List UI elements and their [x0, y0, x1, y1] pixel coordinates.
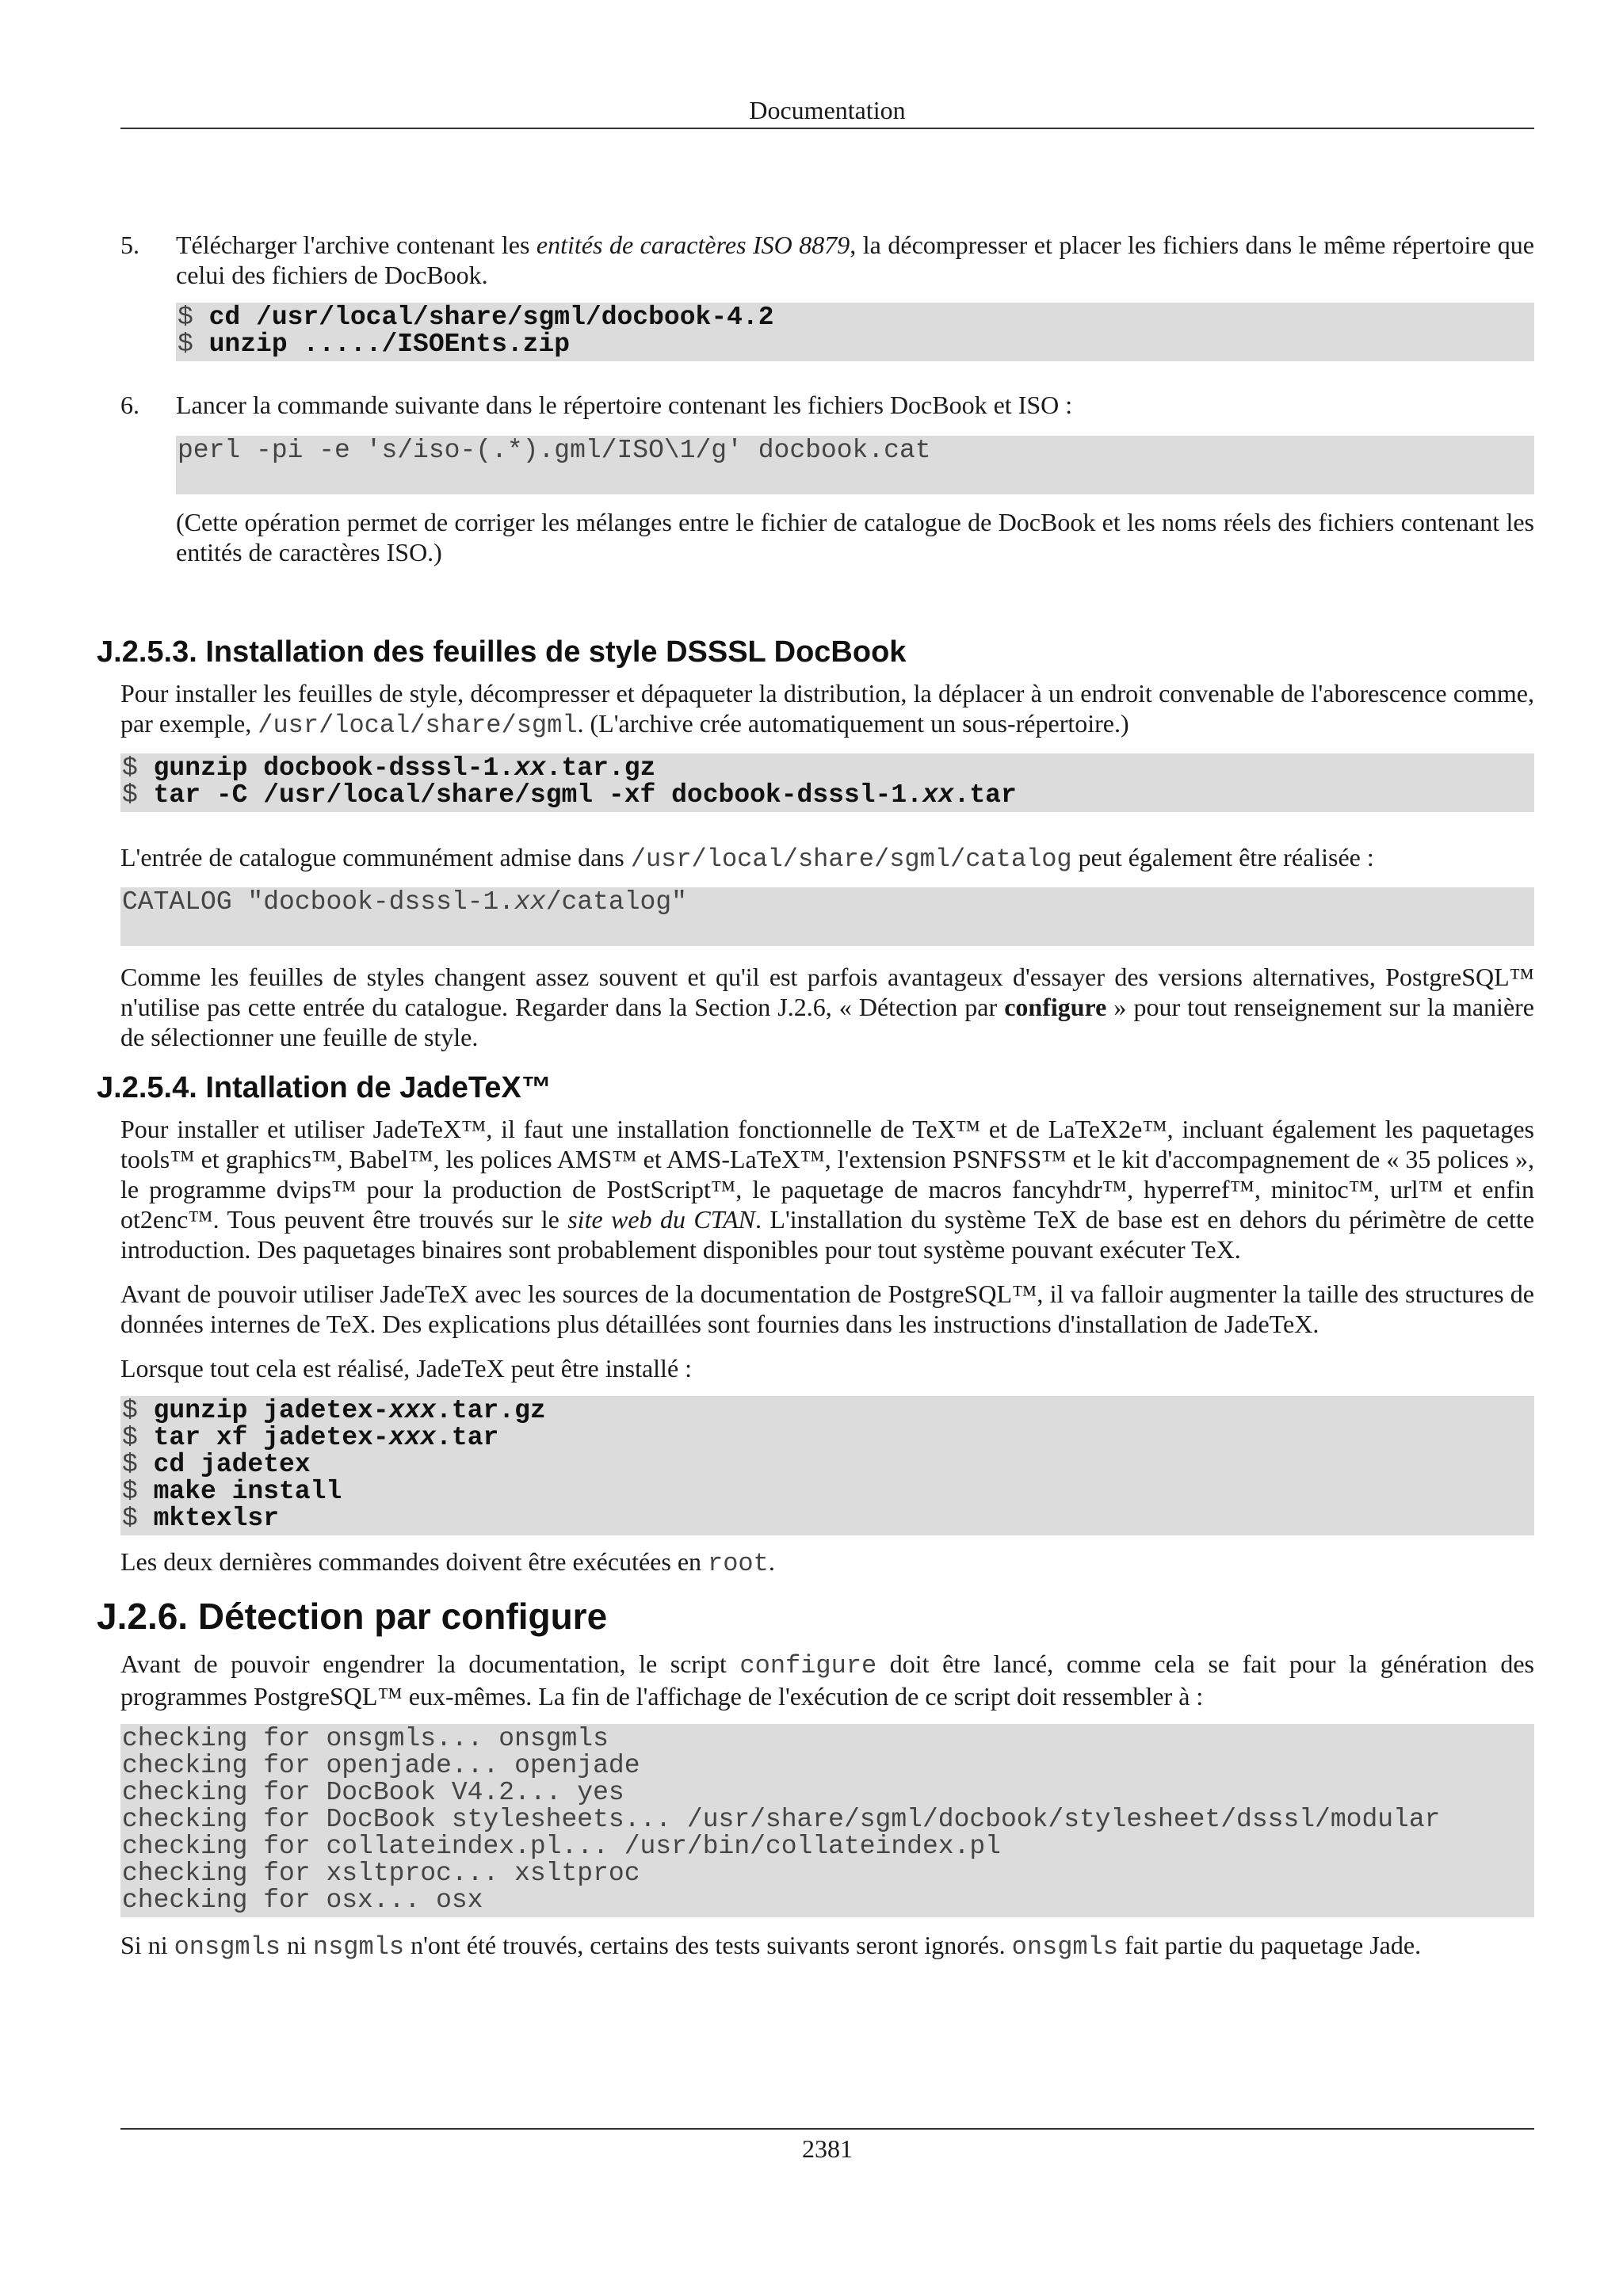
bold-text: configure — [1004, 993, 1107, 1021]
paragraph: Lorsque tout cela est réalisé, JadeTeX peut être installé : — [120, 1354, 693, 1383]
text-run: fait partie du paquetage Jade. — [1118, 1931, 1422, 1959]
list-number: 5. — [120, 231, 139, 259]
page-number: 2381 — [802, 2134, 853, 2163]
list-number: 6. — [120, 391, 139, 419]
command-text: gunzip jadetex- — [153, 1396, 389, 1425]
command: unzip ...../ISOEnts.zip — [208, 330, 571, 359]
command — [154, 753, 656, 783]
command-text: .tar.gz — [436, 1396, 546, 1425]
output-line: checking for openjade... openjade — [122, 1751, 640, 1780]
command-text: .tar — [953, 780, 1017, 810]
command-text: tar -C /usr/local/share/sgml -xf docbook-dsssl-1. — [153, 780, 922, 810]
emphasis-text: site web du CTAN — [567, 1205, 756, 1234]
inline-code: onsgmls — [1011, 1932, 1119, 1962]
command: cd jadetex — [153, 1450, 311, 1479]
code-block — [120, 1396, 1534, 1535]
list-item-6 — [120, 390, 1534, 567]
paragraph — [120, 1930, 1534, 1962]
text-run: . L'installation du système TeX de base est en dehors du périmètre de cette introduction. Des paquetages binaires sont probablement disponibles pour tout système pouvant exécuter TeX. — [120, 1205, 1535, 1264]
inline-code: root — [708, 1549, 769, 1578]
output-line: checking for DocBook V4.2... yes — [122, 1778, 624, 1807]
text-run: Si ni — [120, 1931, 174, 1959]
section-body-j26 — [120, 1649, 1534, 1962]
command-text: gunzip docbook-dsssl-1. — [153, 753, 515, 783]
prompt: $ — [122, 1423, 154, 1452]
text-run: , la décompresser et placer les fichiers dans le même répertoire que celui des fichiers de DocBook. — [176, 231, 1535, 289]
prompt: $ — [122, 1477, 154, 1506]
paragraph — [120, 962, 1534, 1052]
command-placeholder: xxx — [388, 1396, 437, 1425]
page-content — [0, 230, 1623, 1962]
section-heading-j254: J.2.5.4. Intallation de JadeTeX™ — [97, 1071, 552, 1104]
text-run: . — [768, 1547, 775, 1576]
command-placeholder: xx — [922, 780, 954, 810]
prompt: $ — [122, 780, 154, 810]
list-item-text — [176, 230, 1534, 290]
text-run: Pour installer et utiliser JadeTeX™, il faut une installation fonctionnelle de TeX™ et de LaTeX2e™, incluant également les paquetages tools™ et graphics™, Babel™, les polices AMS™ et AMS-LaTeX™, l'extension PSNFSS™ et le kit d'accompagnement de « 35 polices », le programme dvips™ pour la production de PostScript™, le paquetage de macros fancyhdr™, hyperref™, minitoc™, url™ et enfin ot2enc™. Tous peuvent être trouvés sur le — [120, 1115, 1534, 1234]
text-run: n'ont été trouvés, certains des tests suivants seront ignorés. — [404, 1931, 1012, 1959]
command-text: .tar.gz — [545, 753, 656, 783]
command-text: tar xf jadetex- — [153, 1423, 389, 1452]
inline-code: /usr/local/share/sgml/catalog — [630, 845, 1072, 874]
command: make install — [153, 1477, 342, 1506]
command-text: .tar — [436, 1423, 499, 1452]
command-placeholder: xxx — [388, 1423, 437, 1452]
inline-code: /usr/local/share/sgml — [258, 711, 578, 740]
paragraph — [120, 842, 1534, 875]
prompt: $ — [122, 753, 154, 783]
code-block: perl -pi -e 's/iso-(.*).gml/ISO\1/g' docbook.cat — [176, 436, 1534, 494]
command: mktexlsr — [153, 1504, 280, 1533]
text-run: Avant de pouvoir engendrer la documentation, le script — [120, 1650, 740, 1678]
code-placeholder: xx — [514, 887, 546, 917]
command — [154, 780, 1017, 810]
code-block — [120, 753, 1534, 812]
footer-rule — [120, 2128, 1534, 2130]
inline-code: configure — [739, 1651, 877, 1680]
text-run: » pour tout renseignement sur la manière de sélectionner une feuille de style. — [120, 993, 1535, 1051]
output-line: checking for DocBook stylesheets... /usr/share/sgml/docbook/stylesheet/dsssl/modular — [122, 1805, 1441, 1834]
command-placeholder: xx — [514, 753, 546, 783]
prompt: $ — [178, 303, 209, 332]
list-item-note: (Cette opération permet de corriger les mélanges entre le fichier de catalogue de DocBook et les noms réels des fichiers contenant les entités de caractères ISO.) — [176, 508, 1534, 566]
paragraph — [120, 1547, 1534, 1579]
list-item-5 — [120, 230, 1535, 361]
text-run: . (L'archive crée automatiquement un sous-répertoire.) — [577, 709, 1129, 738]
text-run: ni — [281, 1931, 313, 1959]
emphasis-text: entités de caractères ISO 8879 — [536, 231, 850, 259]
prompt: $ — [178, 330, 209, 359]
section-heading-j253: J.2.5.3. Installation des feuilles de style DSSSL DocBook — [97, 635, 907, 669]
code-block — [120, 887, 1534, 946]
section-body-j253 — [120, 678, 1534, 1052]
paragraph: Avant de pouvoir utiliser JadeTeX avec les sources de la documentation de PostgreSQL™, il va falloir augmenter la taille des structures de données internes de TeX. Des explications plus détaillées sont fournies dans les instructions d'installation de JadeTeX. — [120, 1280, 1534, 1338]
code-block — [176, 303, 1534, 361]
section-body-j254 — [120, 1114, 1534, 1579]
inline-code: nsgmls — [312, 1932, 405, 1962]
list-item-text: Lancer la commande suivante dans le répertoire contenant les fichiers DocBook et ISO : — [176, 391, 1073, 419]
prompt: $ — [122, 1450, 154, 1479]
prompt: $ — [122, 1396, 154, 1425]
text-run: Pour installer les feuilles de style, décompresser et dépaqueter la distribution, la déplacer à un endroit convenable de l'aborescence comme, par exemple, — [120, 679, 1534, 738]
text-run: Télécharger l'archive contenant les — [176, 231, 537, 259]
section-heading-j26: J.2.6. Détection par configure — [97, 1596, 608, 1637]
running-header: Documentation — [749, 96, 906, 124]
output-line: checking for xsltproc... xsltproc — [122, 1859, 640, 1888]
paragraph — [120, 678, 1534, 741]
paragraph — [120, 1649, 1534, 1711]
output-line: checking for onsgmls... onsgmls — [122, 1724, 609, 1753]
output-line: checking for osx... osx — [122, 1886, 483, 1915]
command — [154, 1396, 546, 1425]
text-run: doit être lancé, comme cela se fait pour la génération des programmes PostgreSQL™ eux-mêmes. La fin de l'affichage de l'exécution de ce script doit ressembler à : — [120, 1650, 1535, 1711]
header-rule — [120, 128, 1534, 129]
prompt: $ — [122, 1504, 154, 1533]
command: cd /usr/local/share/sgml/docbook-4.2 — [208, 303, 774, 332]
text-run: L'entrée de catalogue communément admise dans — [120, 843, 631, 871]
inline-code: onsgmls — [174, 1932, 281, 1962]
code-text: CATALOG "docbook-dsssl-1. — [122, 887, 515, 917]
paragraph — [120, 1114, 1534, 1264]
text-run: Comme les feuilles de styles changent assez souvent et qu'il est parfois avantageux d'essayer des versions alternatives, PostgreSQL™ n'utilise pas cette entrée du catalogue. Regarder dans la Section J.2.6, « Détection par — [120, 963, 1534, 1021]
text-run: peut également être réalisée : — [1071, 843, 1374, 871]
code-text: /catalog" — [545, 887, 687, 917]
code-block — [120, 1724, 1534, 1917]
command — [154, 1423, 499, 1452]
text-run: Les deux dernières commandes doivent être exécutées en — [120, 1547, 708, 1576]
output-line: checking for collateindex.pl... /usr/bin/collateindex.pl — [122, 1832, 1001, 1861]
